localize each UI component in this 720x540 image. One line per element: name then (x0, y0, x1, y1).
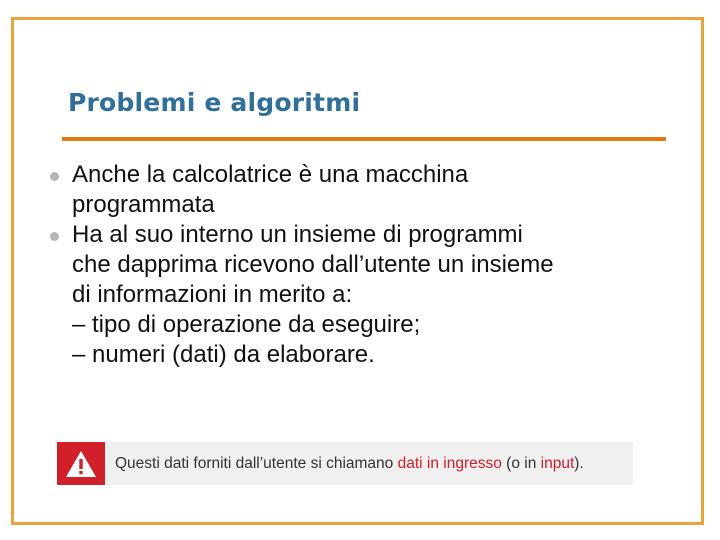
bullet-dot-icon (50, 172, 59, 181)
bullet-line: Ha al suo interno un insieme di programmi (72, 221, 523, 248)
note-text (105, 455, 584, 473)
bullet-item (50, 220, 700, 370)
slide-title: Problemi e algoritmi (68, 88, 361, 117)
bullet-dot-icon (50, 232, 59, 241)
bullet-line: di informazioni in merito a: (72, 281, 353, 308)
bullet-list (50, 160, 700, 370)
title-underline (62, 137, 666, 141)
note-text-middle: (o in (501, 454, 541, 472)
bullet-line: – numeri (dati) da elaborare. (72, 341, 375, 368)
note-highlight-input: input (540, 454, 575, 472)
bullet-item (50, 160, 700, 220)
note-highlight-dati-in-ingresso: dati in ingresso (397, 454, 502, 472)
bullet-line: che dapprima ricevono dall’utente un insieme (72, 251, 554, 278)
warning-icon (57, 442, 105, 485)
bullet-line: Anche la calcolatrice è una macchina (72, 161, 469, 188)
note-text-end: ). (574, 454, 584, 472)
bullet-line: – tipo di operazione da eseguire; (72, 311, 421, 338)
note-box (57, 442, 633, 485)
bullet-line: programmata (72, 191, 215, 218)
note-text-start: Questi dati forniti dall’utente si chiamano (115, 454, 398, 472)
